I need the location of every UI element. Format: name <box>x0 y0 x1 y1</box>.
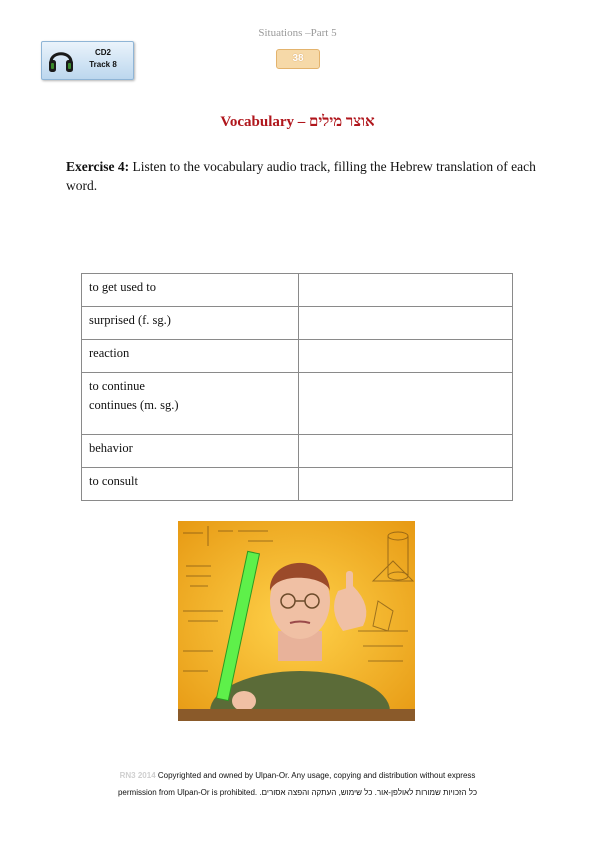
audio-track-label <box>78 47 128 71</box>
english-word-line: to continue <box>89 379 145 393</box>
audio-track-badge[interactable] <box>41 41 134 80</box>
copyright-footer <box>0 767 595 801</box>
english-word-cell: behavior <box>82 435 299 468</box>
hebrew-answer-cell[interactable] <box>299 340 513 373</box>
copyright-line-2: permission from Ulpan-Or is prohibited. .כל הזכויות שמורות לאולפן-אור. כל שימוש, העתקה והפצה אסורים <box>117 788 478 797</box>
hebrew-answer-cell[interactable] <box>299 307 513 340</box>
english-word-cell <box>82 373 299 435</box>
section-title: Vocabulary – אוצר מילים <box>220 114 375 130</box>
table-row <box>82 468 513 501</box>
hebrew-answer-cell[interactable] <box>299 468 513 501</box>
table-row <box>82 340 513 373</box>
copyright-line-1 <box>0 767 595 784</box>
english-word-cell: surprised (f. sg.) <box>82 307 299 340</box>
english-word-line: continues (m. sg.) <box>89 398 179 412</box>
hebrew-answer-cell[interactable] <box>299 274 513 307</box>
hebrew-answer-cell[interactable] <box>299 373 513 435</box>
page-number-badge: 38 <box>276 49 320 69</box>
table-row <box>82 373 513 435</box>
exercise-instruction-text: Listen to the vocabulary audio track, filling the Hebrew translation of each word. <box>66 159 536 193</box>
table-row <box>82 274 513 307</box>
headphones-icon <box>48 46 74 75</box>
running-header: Situations –Part 5 <box>258 27 337 39</box>
exercise-label: Exercise 4: <box>66 159 130 174</box>
footer-year: 2014 <box>137 771 156 780</box>
cd-number: CD2 <box>94 48 111 57</box>
table-row <box>82 435 513 468</box>
copyright-text-1: Copyrighted and owned by Ulpan-Or. Any usage, copying and distribution without express <box>157 771 476 780</box>
vocabulary-table <box>81 273 513 501</box>
teacher-photo <box>178 521 415 721</box>
teacher-illustration <box>178 521 415 721</box>
footer-mark: RN3 <box>119 771 136 780</box>
track-number: Track 8 <box>89 60 117 69</box>
english-word-cell: reaction <box>82 340 299 373</box>
exercise-instructions <box>66 157 536 195</box>
english-word-cell: to get used to <box>82 274 299 307</box>
hebrew-answer-cell[interactable] <box>299 435 513 468</box>
table-row <box>82 307 513 340</box>
english-word-cell: to consult <box>82 468 299 501</box>
